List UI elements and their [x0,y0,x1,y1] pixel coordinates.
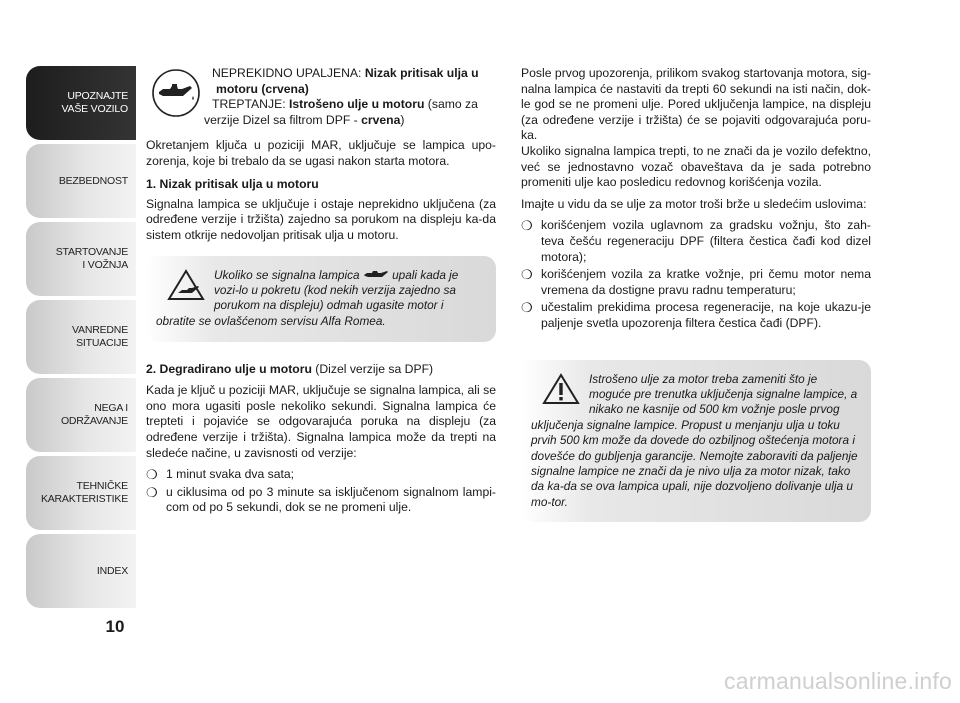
indicator-blink-label: TREPTANJE: [212,97,289,112]
bullet-circle-icon: ❍ [521,300,533,316]
caution-triangle-icon [166,268,206,302]
indicator-steady-color: motoru (crvena) [216,81,309,96]
watermark: carmanualsonline.info [724,668,952,694]
bullet-circle-icon: ❍ [521,267,533,283]
tab-tehnicke-karakteristike[interactable]: TEHNIČKE KARAKTERISTIKE [26,456,136,530]
tab-startovanje-i-voznja[interactable]: STARTOVANJE I VOŽNJA [26,222,136,296]
bullet-circle-icon: ❍ [146,484,158,500]
indicator-blink-suffix: (samo za [424,97,478,112]
tab-upoznajte-vase-vozilo[interactable]: UPOZNAJTE VAŠE VOZILO [26,66,136,140]
section-2-title: 2. Degradirano ulje u motoru [146,361,312,376]
warning-note-text: Istrošeno ulje za motor treba zameniti što je moguće pre trenutka uključenja signalne lampice, a nikako ne kasnije od 500 km vožnje posle prvog uključenja signalne lampice. Propust u menjanju ulja u toku prvih 500 km može da dovede do ozbiljnog oštećenja motora i dovešće do gubljenja garancije. Nemojte zaboraviti da paljenje signalne lampice ne znači da je nivo ulja za motor nizak, tako da ka-da se ova lampica upali, nije dozvoljeno dolivanje ulja u mo-tor. [531,371,858,509]
list-item: ❍ učestalim prekidima procesa regeneracije, na koje ukazu-je paljenje svetla upozorenja filtera čestica čađi (DPF). [521,300,871,330]
section-2-text: Kada je ključ u poziciji MAR, uključuje se signalna lampica, ali se ono mora ugasiti posle nekoliko sekundi. Signalna lampica će trepteti i pojaviće se odgovarajuća poruka na displeju (za određene verzije i tržišta). Signalna lampica može da trepti na sledeće načine, u zavisnosti od verzije: [146,383,496,460]
oil-consumption-list [521,218,871,331]
section-2-suffix: (Dizel verzije sa DPF) [311,361,434,376]
right-paragraph-1: Posle prvog upozorenja, prilikom svakog startovanja motora, sig-nalna lampica će nastaviti da trepti 60 sekundi na isti način, dok-le god se ne promeni ulje. Pored uključenja lampice, na displeju (za određene verzije i tržišta) će se pojaviti odgovarajuća poru-ka. [521,66,871,143]
blink-pattern-list [146,467,496,516]
caution-note-text-2: upali kada je vozi-lo u pokretu (kod nekih verzija zajedno sa porukom na displeju) odmah ugasite motor i obratite se ovlašćenom servisu Alfa Romea. [156,267,459,328]
indicator-blink-color: crvena [361,112,401,127]
indicator-description [146,66,496,132]
tab-bezbednost[interactable]: BEZBEDNOST [26,144,136,218]
intro-paragraph: Okretanjem ključa u poziciji MAR, uključuje se lampica upo-zorenja, koje bi trebalo da se ugasi nakon starta motora. [146,138,496,168]
tab-index[interactable]: INDEX [26,534,136,608]
right-column [521,66,871,522]
section-1-text: Signalna lampica se uključuje i ostaje neprekidno uključena (za određene verzije i tržišta) zajedno sa porukom na displeju ka-da sistem otkrije nedovoljan pritisak ulja u motoru. [146,196,496,242]
right-paragraph-2: Ukoliko signalna lampica trepti, to ne znači da je vozilo defektno, već se jednostavno vozač obaveštava da je sada potrebno promeniti ulje kao posledicu redovnog korišćenja vozila. [521,143,871,190]
caution-note-text-1: Ukoliko se signalna lampica [214,267,363,282]
section-1-title: 1. Nizak pritisak ulja u motoru [146,177,319,192]
right-paragraph-3: Imajte u vidu da se ulje za motor troši brže u sledećim uslovima: [521,196,867,211]
tab-vanredne-situacije[interactable]: VANREDNE SITUACIJE [26,300,136,374]
caution-note [146,256,496,342]
left-column [146,66,496,516]
indicator-steady-label: NEPREKIDNO UPALJENA: [212,66,365,80]
list-item: ❍ u ciklusima od po 3 minute sa isključenom signalnom lampi-com od po 5 sekundi, dok se ne promeni ulje. [146,484,496,515]
oil-can-icon [363,269,389,280]
bullet-circle-icon: ❍ [521,218,533,234]
warning-note [521,360,871,523]
list-item: ❍ korišćenjem vozila uglavnom za gradsku vožnju, što zah-teva češću regeneraciju DPF (filtera čestica čađi kod dizel motora); [521,218,871,264]
oil-can-icon [146,68,206,118]
indicator-blink-end: ) [400,112,405,127]
list-item: ❍ korišćenjem vozila za kratke vožnje, pri čemu motor nema vremena da dostigne pravu radnu temperaturu; [521,267,871,297]
bullet-circle-icon: ❍ [146,467,158,483]
indicator-steady-meaning: Nizak pritisak ulja u [364,66,479,80]
page-number: 10 [105,617,125,636]
tab-nega-i-odrzavanje[interactable]: NEGA I ODRŽAVANJE [26,378,136,452]
list-item: ❍ 1 minut svaka dva sata; [146,467,295,483]
warning-triangle-icon [541,372,581,406]
indicator-blink-versions: verzije Dizel sa filtrom DPF - [204,112,362,127]
indicator-blink-meaning: Istrošeno ulje u motoru [288,97,425,112]
section-2-heading [146,362,496,378]
